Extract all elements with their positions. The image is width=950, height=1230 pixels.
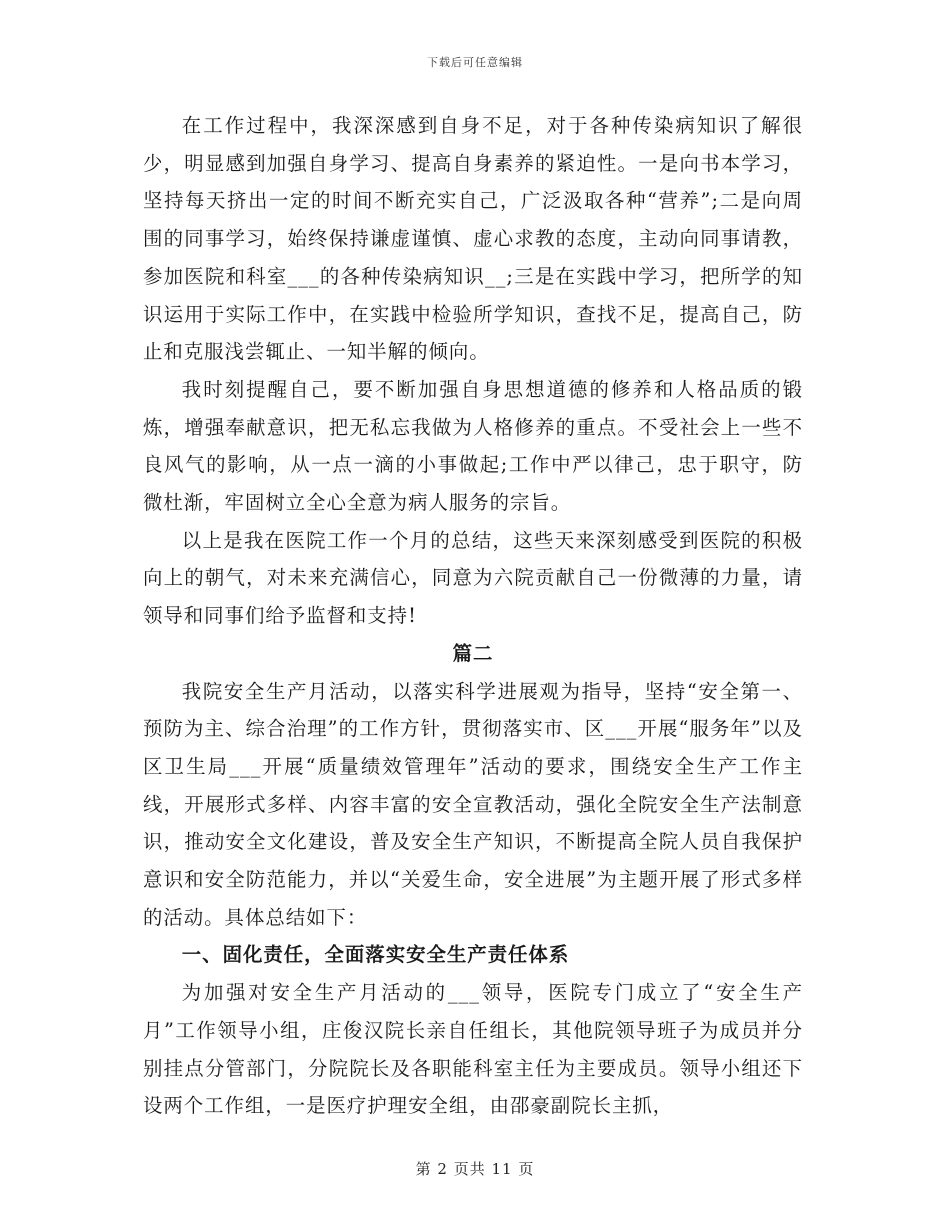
page-header-note: 下载后可任意编辑: [427, 56, 523, 69]
paragraph-leadership: 为加强对安全生产月活动的___领导，医院专门成立了“安全生产月”工作领导小组，庄俊汉院长亲自任组长，其他院领导班子为成员并分别挂点分管部门，分院院长及各职能科室主任为主要成员。领导小组还下设两个工作组，一是医疗护理安全组，由邵豪副院长主抓，: [143, 981, 803, 1118]
section-title: 篇二: [452, 641, 494, 665]
paragraph-morality: 我时刻提醒自己，要不断加强自身思想道德的修养和人格品质的锻炼，增强奉献意识，把无私忘我做为人格修养的重点。不受社会上一些不良风气的影响，从一点一滴的小事做起;工作中严以律己，忠于职守，防微杜渐，牢固树立全心全意为病人服务的宗旨。: [143, 377, 803, 515]
paragraph-safety-month: 我院安全生产月活动，以落实科学进展观为指导，坚持“安全第一、预防为主、综合治理”的工作方针，贯彻落实市、区___开展“服务年”以及区卫生局___开展“质量绩效管理年”活动的要求，围绕安全生产工作主线，开展形式多样、内容丰富的安全宣教活动，强化全院安全生产法制意识，推动安全文化建设，普及安全生产知识，不断提高全院人员自我保护意识和安全防范能力，并以“关爱生命，安全进展”为主题开展了形式多样的活动。具体总结如下：: [143, 679, 803, 929]
document-body: [143, 107, 803, 1125]
subheading-responsibility: 一、固化责任，全面落实安全生产责任体系: [181, 943, 570, 967]
page-footer-number: 第 2 页共 11 页: [415, 1160, 535, 1178]
paragraph-learning: 在工作过程中，我深深感到自身不足，对于各种传染病知识了解很少，明显感到加强自身学习、提高自身素养的紧迫性。一是向书本学习，坚持每天挤出一定的时间不断充实自己，广泛汲取各种“营养”;二是向周围的同事学习，始终保持谦虚谨慎、虚心求教的态度，主动向同事请教，参加医院和科室___的各种传染病知识__;三是在实践中学习，把所学的知识运用于实际工作中，在实践中检验所学知识，查找不足，提高自己，防止和克服浅尝辄止、一知半解的倾向。: [143, 114, 803, 364]
paragraph-summary: 以上是我在医院工作一个月的总结，这些天来深刻感受到医院的积极向上的朝气，对未来充满信心，同意为六院贡献自己一份微薄的力量，请领导和同事们给予监督和支持!: [143, 528, 803, 628]
